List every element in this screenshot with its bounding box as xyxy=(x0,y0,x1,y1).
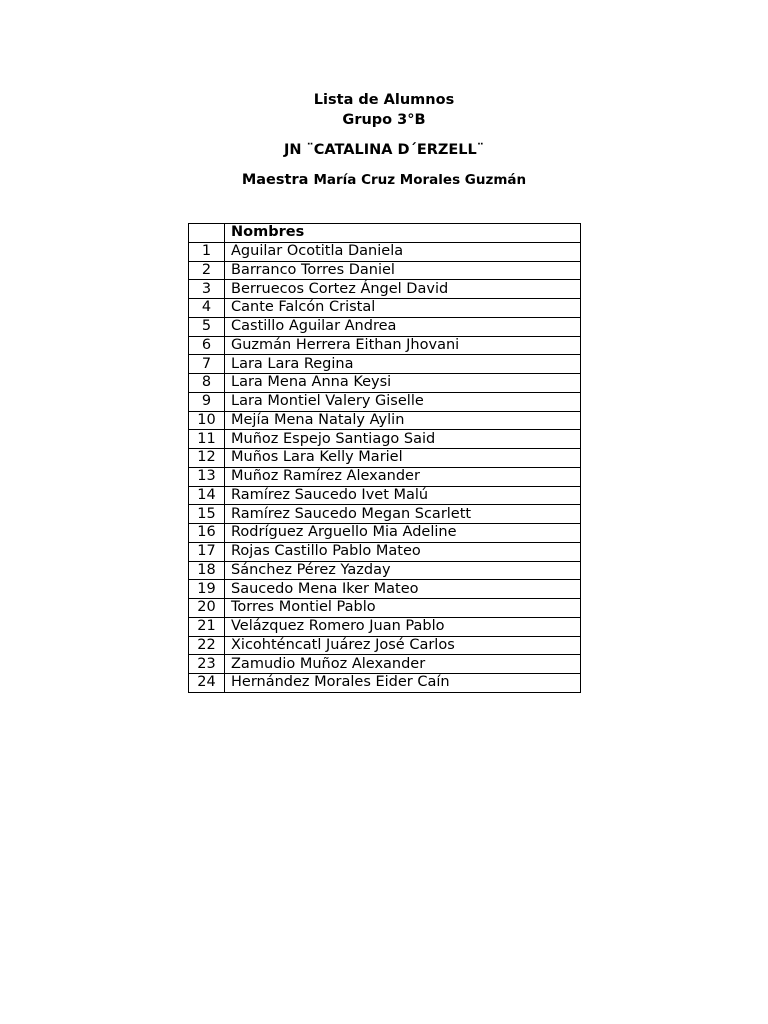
table-row xyxy=(189,280,581,299)
row-number: 19 xyxy=(189,580,225,599)
student-name: Hernández Morales Eider Caín xyxy=(225,674,581,693)
table-row xyxy=(189,524,581,543)
student-name: Castillo Aguilar Andrea xyxy=(225,317,581,336)
student-name: Torres Montiel Pablo xyxy=(225,599,581,618)
row-number: 3 xyxy=(189,280,225,299)
student-name: Zamudio Muñoz Alexander xyxy=(225,655,581,674)
number-column-header xyxy=(189,224,225,243)
table-row xyxy=(189,317,581,336)
table-row xyxy=(189,242,581,261)
row-number: 17 xyxy=(189,542,225,561)
table-row xyxy=(189,355,581,374)
table-row xyxy=(189,599,581,618)
student-name: Saucedo Mena Iker Mateo xyxy=(225,580,581,599)
student-name: Ramírez Saucedo Ivet Malú xyxy=(225,486,581,505)
table-row xyxy=(189,674,581,693)
table-row xyxy=(189,299,581,318)
student-name: Ramírez Saucedo Megan Scarlett xyxy=(225,505,581,524)
student-name: Velázquez Romero Juan Pablo xyxy=(225,617,581,636)
row-number: 6 xyxy=(189,336,225,355)
row-number: 5 xyxy=(189,317,225,336)
student-name: Muños Lara Kelly Mariel xyxy=(225,449,581,468)
table-row xyxy=(189,374,581,393)
student-name: Guzmán Herrera Eithan Jhovani xyxy=(225,336,581,355)
student-name: Muñoz Ramírez Alexander xyxy=(225,467,581,486)
table-row xyxy=(189,561,581,580)
row-number: 10 xyxy=(189,411,225,430)
student-name: Mejía Mena Nataly Aylin xyxy=(225,411,581,430)
row-number: 4 xyxy=(189,299,225,318)
student-name: Rodríguez Arguello Mia Adeline xyxy=(225,524,581,543)
student-rows xyxy=(189,242,581,692)
row-number: 24 xyxy=(189,674,225,693)
table-row xyxy=(189,467,581,486)
table-row xyxy=(189,636,581,655)
table-row xyxy=(189,411,581,430)
student-name: Aguilar Ocotitla Daniela xyxy=(225,242,581,261)
row-number: 23 xyxy=(189,655,225,674)
row-number: 20 xyxy=(189,599,225,618)
row-number: 16 xyxy=(189,524,225,543)
student-name: Sánchez Pérez Yazday xyxy=(225,561,581,580)
table-row xyxy=(189,336,581,355)
school-name: JN ¨CATALINA D´ERZELL¨ xyxy=(283,142,485,158)
student-table xyxy=(188,223,581,693)
teacher-line xyxy=(0,170,768,190)
table-row xyxy=(189,486,581,505)
row-number: 12 xyxy=(189,449,225,468)
row-number: 18 xyxy=(189,561,225,580)
row-number: 9 xyxy=(189,392,225,411)
teacher-name: María Cruz Morales Guzmán xyxy=(313,172,527,188)
row-number: 11 xyxy=(189,430,225,449)
table-row xyxy=(189,430,581,449)
group-label: Grupo 3°B xyxy=(342,112,426,128)
table-row xyxy=(189,617,581,636)
table-row xyxy=(189,580,581,599)
row-number: 7 xyxy=(189,355,225,374)
row-number: 13 xyxy=(189,467,225,486)
student-name: Xicohténcatl Juárez José Carlos xyxy=(225,636,581,655)
row-number: 22 xyxy=(189,636,225,655)
student-name: Muñoz Espejo Santiago Said xyxy=(225,430,581,449)
student-name: Cante Falcón Cristal xyxy=(225,299,581,318)
document-title: Lista de Alumnos xyxy=(313,92,455,108)
row-number: 21 xyxy=(189,617,225,636)
student-name: Lara Mena Anna Keysi xyxy=(225,374,581,393)
table-row xyxy=(189,542,581,561)
table-row xyxy=(189,505,581,524)
row-number: 14 xyxy=(189,486,225,505)
table-row xyxy=(189,655,581,674)
row-number: 1 xyxy=(189,242,225,261)
student-name: Lara Montiel Valery Giselle xyxy=(225,392,581,411)
student-name: Barranco Torres Daniel xyxy=(225,261,581,280)
row-number: 2 xyxy=(189,261,225,280)
student-name: Rojas Castillo Pablo Mateo xyxy=(225,542,581,561)
row-number: 8 xyxy=(189,374,225,393)
student-name: Lara Lara Regina xyxy=(225,355,581,374)
table-header-row xyxy=(189,224,581,243)
table-row xyxy=(189,392,581,411)
teacher-label: Maestra xyxy=(241,172,309,188)
student-name: Berruecos Cortez Ángel David xyxy=(225,280,581,299)
row-number: 15 xyxy=(189,505,225,524)
table-row xyxy=(189,449,581,468)
table-row xyxy=(189,261,581,280)
names-column-header: Nombres xyxy=(225,224,581,243)
